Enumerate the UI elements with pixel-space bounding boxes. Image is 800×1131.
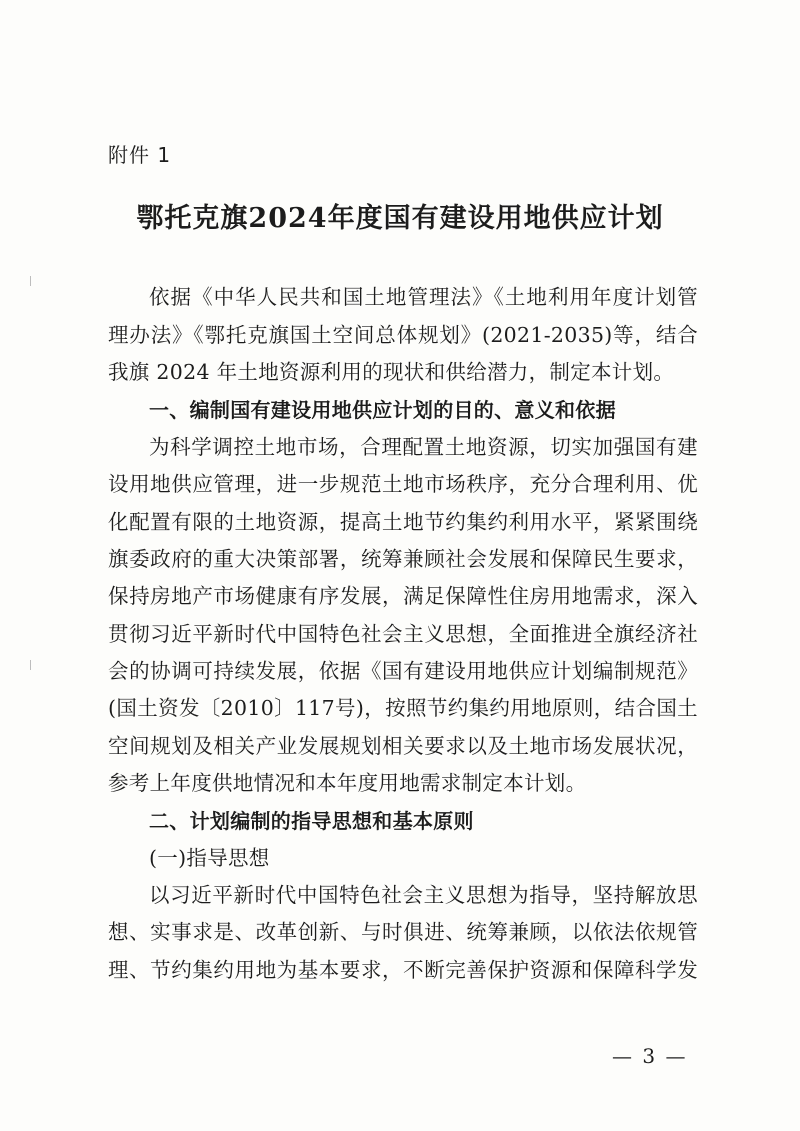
paragraph-line: 以习近平新时代中国特色社会主义思想为指导，坚持解放思: [149, 883, 698, 907]
paragraph-line: 理、节约集约用地为基本要求，不断完善保护资源和保障科学发: [108, 958, 698, 982]
page-number: — 3 —: [612, 1044, 688, 1068]
paragraph-line: (国土资发〔2010〕117号)，按照节约集约用地原则，结合国土: [108, 696, 698, 720]
paragraph-line: 化配置有限的土地资源，提高土地节约集约利用水平，紧紧围绕: [108, 510, 698, 534]
paragraph-line: 旗委政府的重大决策部署，统筹兼顾社会发展和保障民生要求，: [108, 547, 698, 571]
paragraph-line: 贯彻习近平新时代中国特色社会主义思想，全面推进全旗经济社: [108, 622, 698, 646]
paragraph-line: 会的协调可持续发展，依据《国有建设用地供应计划编制规范》: [108, 659, 698, 683]
section-heading: 一、编制国有建设用地供应计划的目的、意义和依据: [149, 398, 616, 422]
paragraph-line: 空间规划及相关产业发展规划相关要求以及土地市场发展状况，: [108, 734, 698, 758]
document-title: 鄂托克旗2024年度国有建设用地供应计划: [136, 203, 664, 234]
paragraph-line: 为科学调控土地市场，合理配置土地资源，切实加强国有建: [149, 435, 698, 459]
paragraph-line: 想、实事求是、改革创新、与时俱进、统筹兼顾，以依法依规管: [108, 920, 698, 944]
section-heading: 二、计划编制的指导思想和基本原则: [149, 809, 474, 833]
scan-mark: [30, 276, 37, 286]
paragraph-line: 依据《中华人民共和国土地管理法》《土地利用年度计划管: [149, 285, 698, 309]
paragraph-line: 参考上年度供地情况和本年度用地需求制定本计划。: [108, 771, 587, 795]
paragraph-line: 保持房地产市场健康有序发展，满足保障性住房用地需求，深入: [108, 584, 698, 608]
subsection-heading: (一)指导思想: [149, 846, 270, 870]
paragraph-line: 设用地供应管理，进一步规范土地市场秩序，充分合理利用、优: [108, 472, 698, 496]
paragraph-line: 我旗 2024 年土地资源利用的现状和供给潜力，制定本计划。: [108, 360, 675, 384]
attachment-label: 附件 1: [108, 143, 172, 167]
scan-mark: [30, 660, 37, 670]
paragraph-line: 理办法》《鄂托克旗国土空间总体规划》(2021-2035)等，结合: [108, 323, 698, 347]
